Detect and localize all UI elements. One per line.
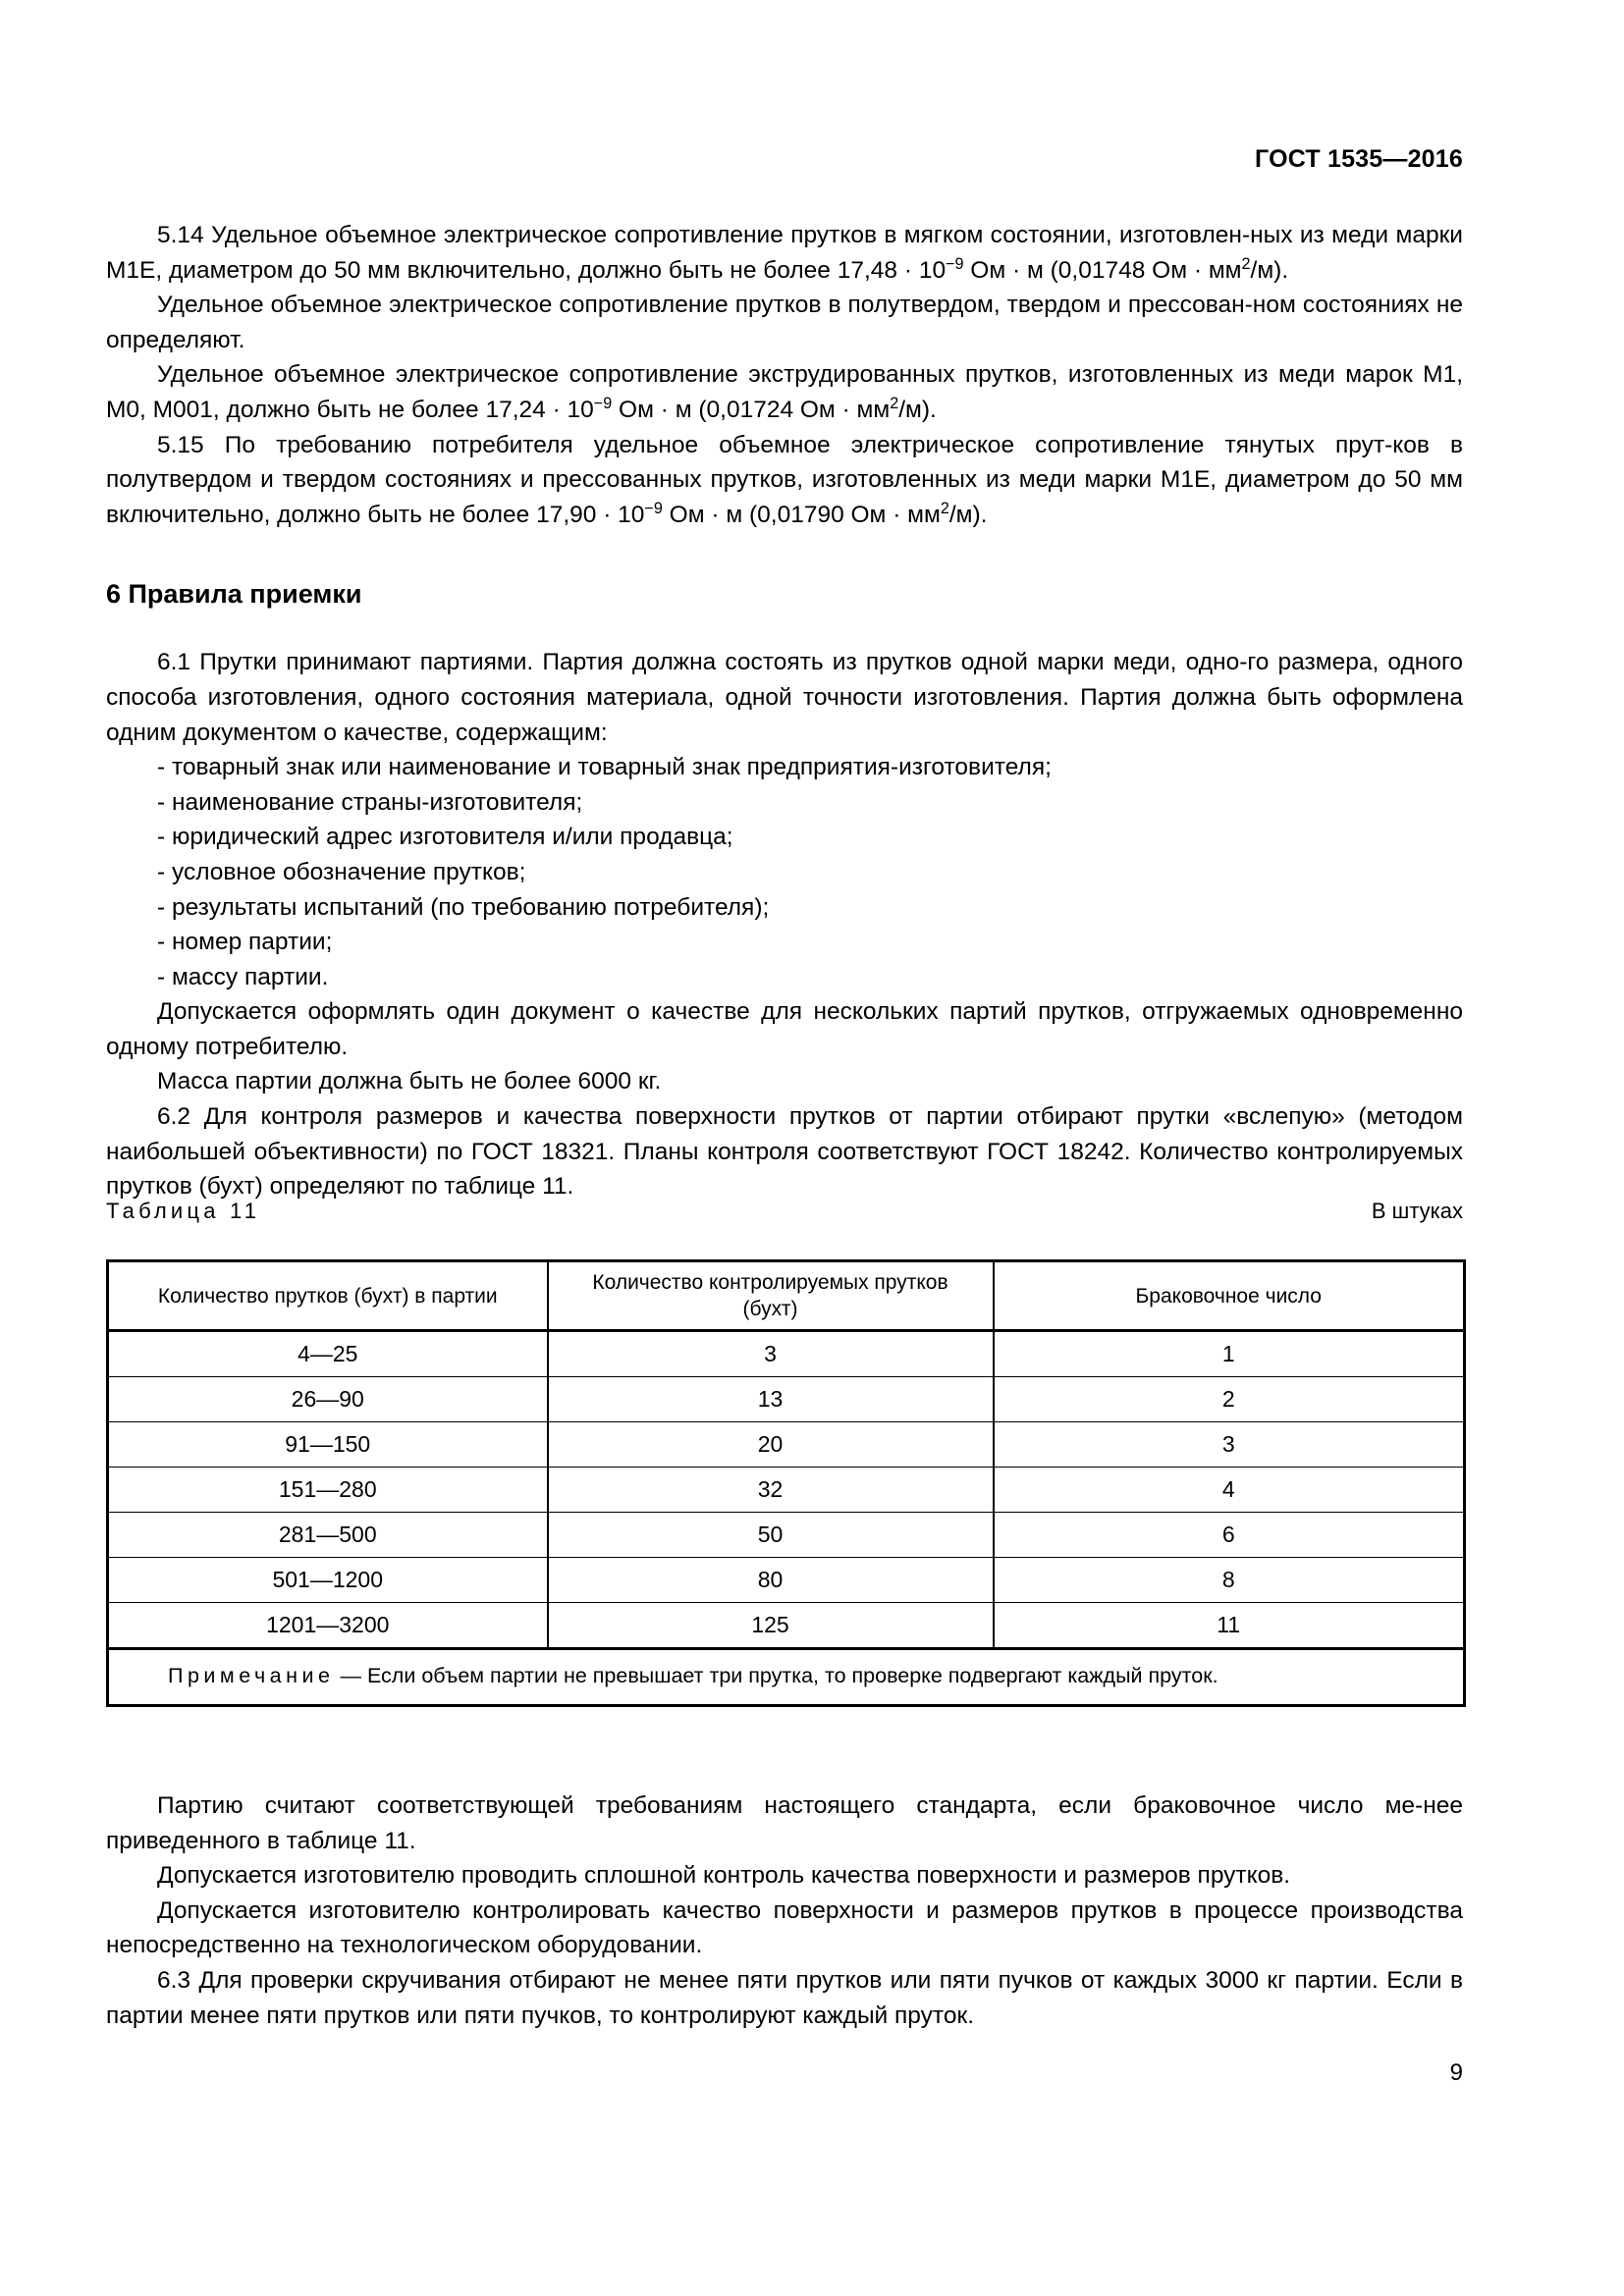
list-item: - массу партии. xyxy=(157,963,329,990)
cell-controlled-count: 20 xyxy=(548,1422,994,1468)
paragraph-doc-multiple-lots: Допускается оформлять один документ о качестве для нескольких партий прутков, отгружаемых одновременно одному потребителю. xyxy=(106,998,1463,1060)
exponent-square-a: 2 xyxy=(1241,254,1251,273)
column-header-controlled-line2: (бухт) xyxy=(742,1298,798,1320)
body-text-block xyxy=(106,218,1463,1204)
table-body xyxy=(108,1331,1465,1706)
para-5-14-a-text: 5.14 Удельное объемное электрическое сопротивление прутков в мягком состоянии, изготовлен-ных из меди марки М1Е, диаметром до 50 мм включительно, должно быть не более 17,48 · 10 xyxy=(106,222,1463,284)
exponent-minus-nine-a: −9 xyxy=(946,254,964,273)
running-header-standard-number: ГОСТ 1535—2016 xyxy=(1255,145,1463,173)
table-row xyxy=(108,1558,1465,1603)
page-number: 9 xyxy=(1449,2059,1463,2086)
table-row xyxy=(108,1377,1465,1422)
paragraph-lot-mass: Масса партии должна быть не более 6000 кг. xyxy=(157,1068,662,1095)
para-5-14-c-head: Удельное объемное электрическое сопротивление экструдированных прутков, изготовленных из меди марок М1, М0, М001, должно быть не более 17,24 · 10 xyxy=(106,361,1463,423)
paragraph-6-2: 6.2 Для контроля размеров и качества поверхности прутков от партии отбирают прутки «вслепую» (методом наибольшей объективности) по ГОСТ 18321. Планы контроля соответствуют ГОСТ 18242. Количество контролируемых прутков (бухт) определяют по таблице 11. xyxy=(106,1103,1463,1201)
cell-lot-range: 281—500 xyxy=(108,1513,548,1558)
after-table-text-block xyxy=(106,1789,1463,2033)
column-header-lot-quantity xyxy=(108,1261,548,1331)
paragraph-5-14-a xyxy=(106,218,1463,288)
cell-controlled-count: 13 xyxy=(548,1377,994,1422)
note-text: Если объем партии не превышает три прутка, то проверке подвергают каждый пруток. xyxy=(366,1664,1218,1687)
cell-controlled-count: 50 xyxy=(548,1513,994,1558)
exponent-square-c: 2 xyxy=(890,394,899,412)
spacer-before-section-heading xyxy=(106,532,1463,578)
table-row xyxy=(108,1603,1465,1649)
exponent-minus-nine-c: −9 xyxy=(593,394,613,412)
cell-lot-range: 26—90 xyxy=(108,1377,548,1422)
list-item: - условное обозначение прутков; xyxy=(157,858,526,885)
cell-rejection-number: 8 xyxy=(994,1558,1465,1603)
spacer-after-section-heading xyxy=(106,610,1463,645)
para-5-15-head: 5.15 По требованию потребителя удельное объемное электрическое сопротивление тянутых прут-ков в полутвердом и твердом состояниях и прессованных прутков, изготовленных из меди марки М1Е, диаметром до 50 мм включительно, должно быть не более 17,90 · 10 xyxy=(106,431,1463,528)
exponent-square-d: 2 xyxy=(940,499,949,517)
para-5-14-c-mid: Ом · м (0,01724 Ом · мм xyxy=(612,396,891,423)
list-item: - результаты испытаний (по требованию потребителя); xyxy=(157,893,770,921)
paragraph-inline-inspection-allowed: Допускается изготовителю контролировать качество поверхности и размеров прутков в процессе производства непосредственно на технологическом оборудовании. xyxy=(106,1896,1463,1959)
para-5-15-tail: /м). xyxy=(948,501,988,528)
column-header-rejection-number-text: Браковочное число xyxy=(1135,1284,1322,1308)
table-row xyxy=(108,1513,1465,1558)
table-note-row xyxy=(108,1649,1465,1706)
cell-rejection-number: 11 xyxy=(994,1603,1465,1649)
column-header-lot-quantity-text: Количество прутков (бухт) в партии xyxy=(157,1284,498,1308)
table-row xyxy=(108,1331,1465,1377)
cell-rejection-number: 1 xyxy=(994,1331,1465,1377)
table-row xyxy=(108,1468,1465,1513)
cell-lot-range: 501—1200 xyxy=(108,1558,548,1603)
table-caption-label: Таблица 11 xyxy=(106,1199,261,1223)
list-item: - юридический адрес изготовителя и/или продавца; xyxy=(157,824,733,851)
table-11 xyxy=(106,1259,1466,1707)
cell-controlled-count: 3 xyxy=(548,1331,994,1377)
paragraph-5-15 xyxy=(106,428,1463,533)
cell-rejection-number: 6 xyxy=(994,1513,1465,1558)
para-5-14-a-tail2: /м). xyxy=(1250,256,1289,284)
cell-controlled-count: 32 xyxy=(548,1468,994,1513)
cell-controlled-count: 80 xyxy=(548,1558,994,1603)
table-head xyxy=(108,1261,1465,1331)
section-heading-6: 6 Правила приемки xyxy=(106,579,362,610)
table-11-wrapper xyxy=(106,1259,1463,1707)
list-item: - номер партии; xyxy=(157,929,333,956)
para-5-14-c-tail: /м). xyxy=(898,396,937,423)
cell-rejection-number: 3 xyxy=(994,1422,1465,1468)
table-header-row xyxy=(108,1261,1465,1331)
paragraph-6-1: 6.1 Прутки принимают партиями. Партия должна состоять из прутков одной марки меди, одно-го размера, одного способа изготовления, одного состояния материала, одной точности изготовления. Партия должна быть оформлена одним документом о качестве, содержащим: xyxy=(106,649,1463,746)
paragraph-5-14-c xyxy=(106,357,1463,427)
list-item: - товарный знак или наименование и товарный знак предприятия-изготовителя; xyxy=(157,754,1052,781)
paragraph-lot-conformance: Партию считают соответствующей требованиям настоящего стандарта, если браковочное число ме-нее приведенного в таблице 11. xyxy=(106,1792,1463,1854)
table-caption-row xyxy=(106,1199,1463,1224)
cell-lot-range: 151—280 xyxy=(108,1468,548,1513)
exponent-minus-nine-d: −9 xyxy=(644,499,663,517)
cell-rejection-number: 2 xyxy=(994,1377,1465,1422)
cell-lot-range: 1201—3200 xyxy=(108,1603,548,1649)
table-note-cell xyxy=(108,1649,1465,1706)
paragraph-5-14-b: Удельное объемное электрическое сопротивление прутков в полутвердом, твердом и прессован-ном состояниях не определяют. xyxy=(106,292,1463,353)
paragraph-6-3: 6.3 Для проверки скручивания отбирают не менее пяти прутков или пяти пучков от каждых 3000 кг партии. Если в партии менее пяти прутков или пяти пучков, то контролируют каждый пруток. xyxy=(106,1966,1463,2029)
column-header-controlled-quantity xyxy=(548,1261,994,1331)
table-units-label: В штуках xyxy=(1371,1199,1463,1223)
paragraph-full-inspection-allowed: Допускается изготовителю проводить сплошной контроль качества поверхности и размеров прутков. xyxy=(157,1862,1291,1890)
column-header-controlled-quantity-text xyxy=(549,1265,993,1326)
para-5-15-mid: Ом · м (0,01790 Ом · мм xyxy=(662,501,941,528)
column-header-controlled-line1: Количество контролируемых прутков xyxy=(592,1271,948,1294)
table-row xyxy=(108,1422,1465,1468)
para-5-14-a-tail: Ом · м (0,01748 Ом · мм xyxy=(963,256,1242,284)
cell-lot-range: 91—150 xyxy=(108,1422,548,1468)
list-item: - наименование страны-изготовителя; xyxy=(157,788,583,816)
cell-rejection-number: 4 xyxy=(994,1468,1465,1513)
note-dash: — xyxy=(340,1664,361,1687)
note-label: Примечание xyxy=(168,1664,335,1687)
column-header-rejection-number xyxy=(994,1261,1465,1331)
cell-lot-range: 4—25 xyxy=(108,1331,548,1377)
cell-controlled-count: 125 xyxy=(548,1603,994,1649)
